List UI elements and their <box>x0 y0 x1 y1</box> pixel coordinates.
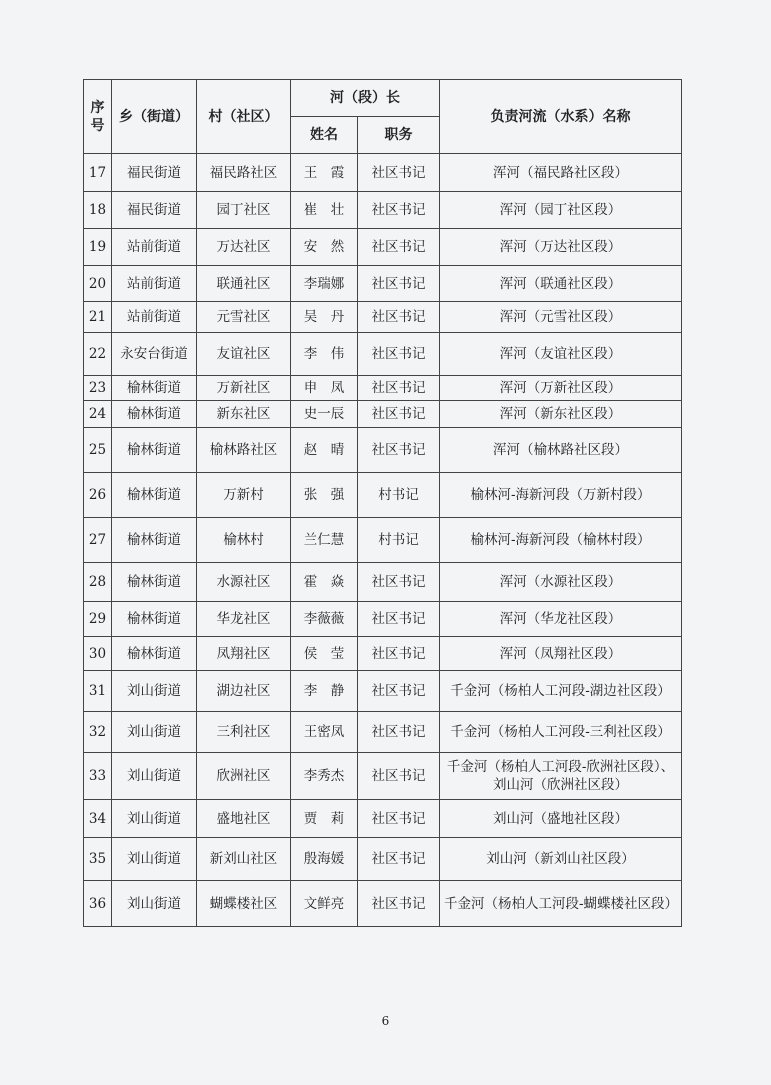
table-row <box>84 473 682 518</box>
row-position: 社区书记 <box>358 192 440 229</box>
row-number: 29 <box>84 602 112 637</box>
table-row <box>84 518 682 563</box>
row-number: 31 <box>84 671 112 712</box>
row-town: 榆林街道 <box>112 376 197 401</box>
row-number: 32 <box>84 712 112 753</box>
row-river: 浑河（元雪社区段） <box>440 302 682 333</box>
row-number: 28 <box>84 563 112 602</box>
table-body <box>84 154 682 927</box>
row-village: 水源社区 <box>197 563 291 602</box>
row-name: 兰仁慧 <box>291 518 358 563</box>
row-town: 福民街道 <box>112 192 197 229</box>
row-river: 浑河（友谊社区段） <box>440 333 682 376</box>
row-river: 千金河（杨柏人工河段-蝴蝶楼社区段） <box>440 881 682 927</box>
header-chief-group: 河（段）长 <box>291 80 440 117</box>
row-name: 申 凤 <box>291 376 358 401</box>
row-town: 榆林街道 <box>112 401 197 428</box>
row-village: 盛地社区 <box>197 800 291 838</box>
row-name: 文鲜亮 <box>291 881 358 927</box>
row-village: 万新村 <box>197 473 291 518</box>
table-row <box>84 266 682 302</box>
row-position: 社区书记 <box>358 563 440 602</box>
row-position: 社区书记 <box>358 154 440 192</box>
row-position: 社区书记 <box>358 333 440 376</box>
row-town: 站前街道 <box>112 266 197 302</box>
row-number: 24 <box>84 401 112 428</box>
table-row <box>84 428 682 473</box>
row-river: 刘山河（新刘山社区段） <box>440 838 682 881</box>
row-number: 34 <box>84 800 112 838</box>
row-river: 刘山河（盛地社区段） <box>440 800 682 838</box>
row-town: 榆林街道 <box>112 637 197 671</box>
row-town: 榆林街道 <box>112 428 197 473</box>
row-name: 吴 丹 <box>291 302 358 333</box>
row-river: 浑河（联通社区段） <box>440 266 682 302</box>
row-name: 李秀杰 <box>291 753 358 800</box>
row-position: 社区书记 <box>358 637 440 671</box>
row-river: 浑河（水源社区段） <box>440 563 682 602</box>
row-town: 福民街道 <box>112 154 197 192</box>
row-name: 李薇薇 <box>291 602 358 637</box>
row-village: 华龙社区 <box>197 602 291 637</box>
row-name: 崔 壮 <box>291 192 358 229</box>
header-village: 村（社区） <box>197 80 291 154</box>
row-town: 榆林街道 <box>112 473 197 518</box>
row-river: 千金河（杨柏人工河段-湖边社区段） <box>440 671 682 712</box>
row-town: 刘山街道 <box>112 753 197 800</box>
row-name: 侯 莹 <box>291 637 358 671</box>
row-river: 浑河（凤翔社区段） <box>440 637 682 671</box>
row-town: 永安台街道 <box>112 333 197 376</box>
table-row <box>84 602 682 637</box>
row-village: 友谊社区 <box>197 333 291 376</box>
row-town: 刘山街道 <box>112 671 197 712</box>
row-village: 新刘山社区 <box>197 838 291 881</box>
row-river: 浑河（福民路社区段） <box>440 154 682 192</box>
row-position: 社区书记 <box>358 302 440 333</box>
table-row <box>84 800 682 838</box>
row-river: 浑河（新东社区段） <box>440 401 682 428</box>
header-position: 职务 <box>358 117 440 154</box>
row-name: 张 强 <box>291 473 358 518</box>
row-position: 社区书记 <box>358 671 440 712</box>
row-position: 社区书记 <box>358 428 440 473</box>
row-position: 社区书记 <box>358 229 440 266</box>
row-number: 18 <box>84 192 112 229</box>
row-town: 榆林街道 <box>112 518 197 563</box>
row-village: 榆林村 <box>197 518 291 563</box>
row-town: 刘山街道 <box>112 800 197 838</box>
row-position: 社区书记 <box>358 266 440 302</box>
table-row <box>84 333 682 376</box>
row-name: 安 然 <box>291 229 358 266</box>
row-position: 社区书记 <box>358 602 440 637</box>
row-number: 27 <box>84 518 112 563</box>
table-row <box>84 838 682 881</box>
table-row <box>84 637 682 671</box>
row-village: 凤翔社区 <box>197 637 291 671</box>
river-chief-table <box>83 79 682 927</box>
row-river: 浑河（园丁社区段） <box>440 192 682 229</box>
row-name: 王密凤 <box>291 712 358 753</box>
row-name: 贾 莉 <box>291 800 358 838</box>
row-village: 三利社区 <box>197 712 291 753</box>
row-position: 村书记 <box>358 473 440 518</box>
row-name: 李 静 <box>291 671 358 712</box>
table-row <box>84 192 682 229</box>
header-town: 乡（街道） <box>112 80 197 154</box>
row-number: 21 <box>84 302 112 333</box>
row-village: 榆林路社区 <box>197 428 291 473</box>
row-number: 22 <box>84 333 112 376</box>
row-number: 36 <box>84 881 112 927</box>
row-village: 万新社区 <box>197 376 291 401</box>
row-town: 刘山街道 <box>112 712 197 753</box>
header-name: 姓名 <box>291 117 358 154</box>
row-village: 欣洲社区 <box>197 753 291 800</box>
table-header <box>84 80 682 154</box>
row-village: 元雪社区 <box>197 302 291 333</box>
table-row <box>84 712 682 753</box>
row-number: 33 <box>84 753 112 800</box>
row-town: 榆林街道 <box>112 602 197 637</box>
row-position: 社区书记 <box>358 376 440 401</box>
table-row <box>84 671 682 712</box>
row-number: 26 <box>84 473 112 518</box>
row-name: 王 霞 <box>291 154 358 192</box>
row-village: 万达社区 <box>197 229 291 266</box>
row-river: 浑河（榆林路社区段） <box>440 428 682 473</box>
row-river: 千金河（杨柏人工河段-欣洲社区段）、刘山河（欣洲社区段） <box>440 753 682 800</box>
row-number: 23 <box>84 376 112 401</box>
row-river: 千金河（杨柏人工河段-三利社区段） <box>440 712 682 753</box>
table-row <box>84 229 682 266</box>
row-position: 社区书记 <box>358 838 440 881</box>
row-town: 刘山街道 <box>112 838 197 881</box>
row-village: 福民路社区 <box>197 154 291 192</box>
row-river: 浑河（万新社区段） <box>440 376 682 401</box>
row-village: 联通社区 <box>197 266 291 302</box>
row-position: 社区书记 <box>358 753 440 800</box>
table-row <box>84 753 682 800</box>
row-position: 社区书记 <box>358 881 440 927</box>
row-name: 李瑞娜 <box>291 266 358 302</box>
row-town: 榆林街道 <box>112 563 197 602</box>
table-row <box>84 401 682 428</box>
row-number: 35 <box>84 838 112 881</box>
row-river: 浑河（万达社区段） <box>440 229 682 266</box>
row-village: 湖边社区 <box>197 671 291 712</box>
row-name: 李 伟 <box>291 333 358 376</box>
row-town: 刘山街道 <box>112 881 197 927</box>
row-position: 社区书记 <box>358 800 440 838</box>
row-village: 蝴蝶楼社区 <box>197 881 291 927</box>
row-number: 17 <box>84 154 112 192</box>
row-number: 20 <box>84 266 112 302</box>
header-river: 负责河流（水系）名称 <box>440 80 682 154</box>
row-number: 25 <box>84 428 112 473</box>
row-position: 村书记 <box>358 518 440 563</box>
row-number: 19 <box>84 229 112 266</box>
row-river: 榆林河-海新河段（万新村段） <box>440 473 682 518</box>
row-name: 霍 焱 <box>291 563 358 602</box>
table-row <box>84 563 682 602</box>
row-position: 社区书记 <box>358 401 440 428</box>
row-town: 站前街道 <box>112 302 197 333</box>
row-village: 新东社区 <box>197 401 291 428</box>
row-number: 30 <box>84 637 112 671</box>
row-river: 浑河（华龙社区段） <box>440 602 682 637</box>
row-river: 榆林河-海新河段（榆林村段） <box>440 518 682 563</box>
header-seq: 序号 <box>84 80 112 154</box>
row-name: 殷海媛 <box>291 838 358 881</box>
row-name: 史一辰 <box>291 401 358 428</box>
table-row <box>84 881 682 927</box>
row-village: 园丁社区 <box>197 192 291 229</box>
page-number: 6 <box>381 1014 390 1028</box>
table-row <box>84 302 682 333</box>
table-row <box>84 154 682 192</box>
table-row <box>84 376 682 401</box>
row-name: 赵 晴 <box>291 428 358 473</box>
row-position: 社区书记 <box>358 712 440 753</box>
row-town: 站前街道 <box>112 229 197 266</box>
